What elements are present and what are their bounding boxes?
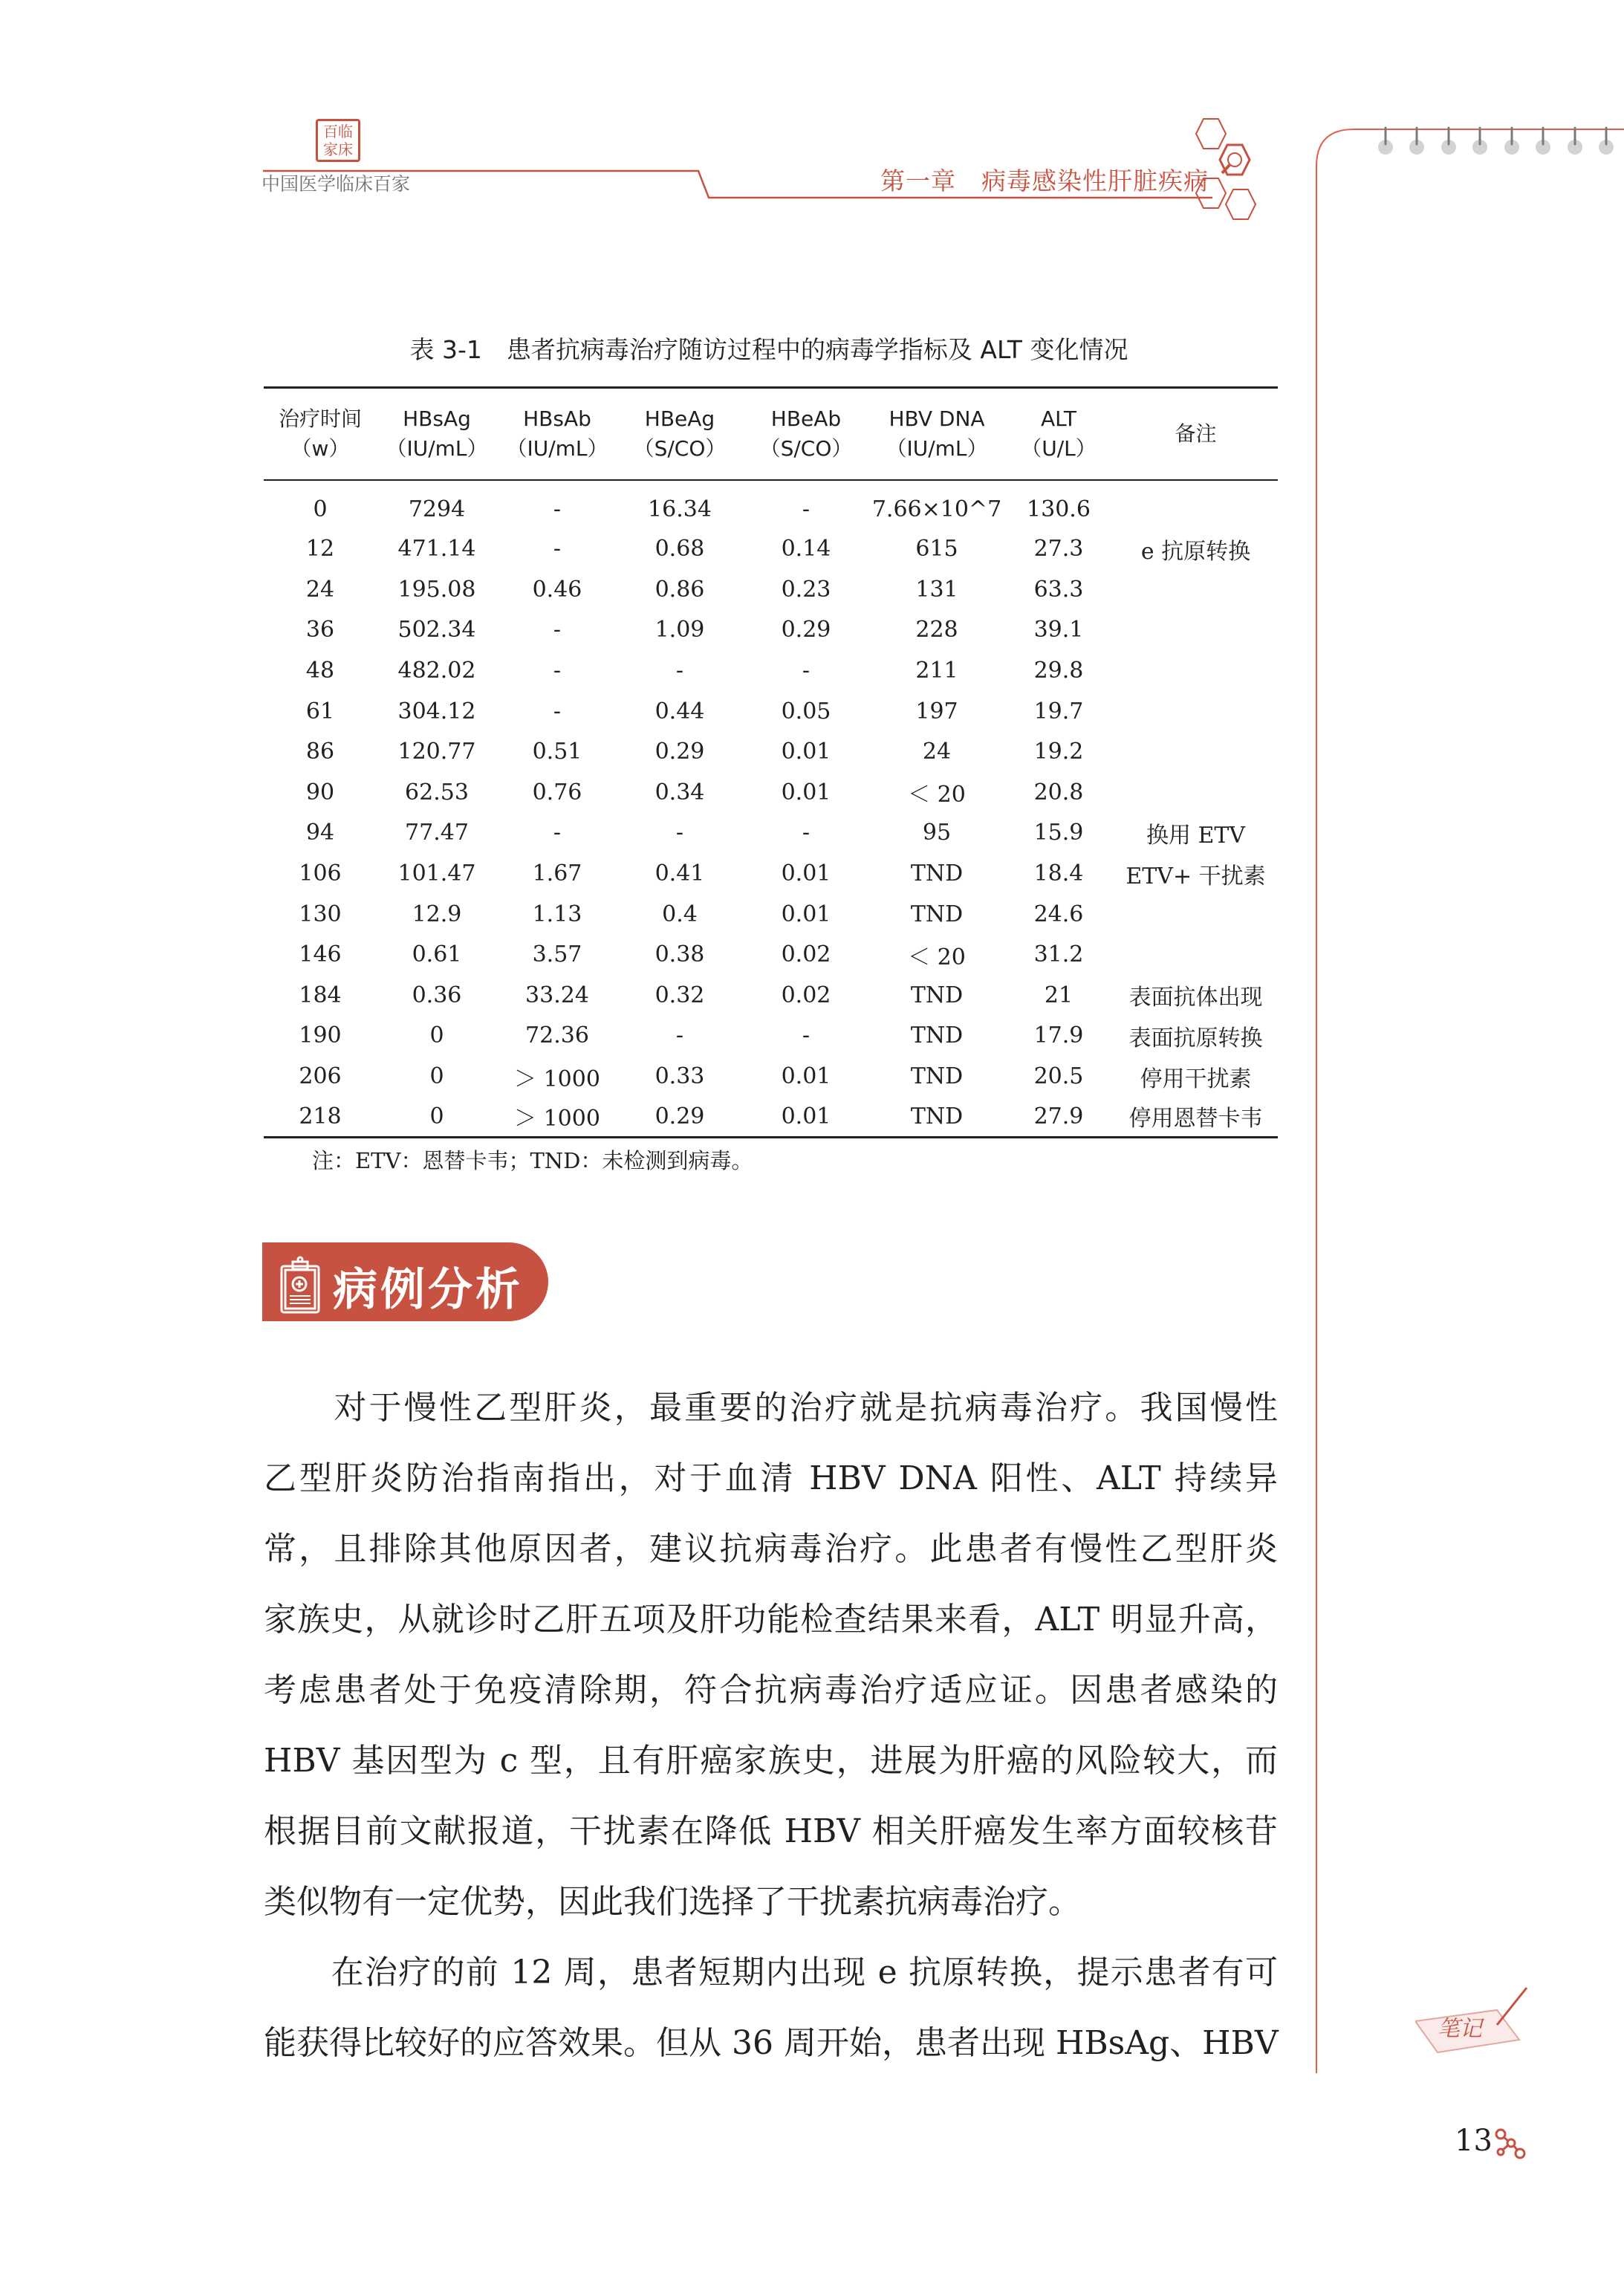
table-cell: - — [675, 1022, 684, 1049]
table-row — [264, 1016, 1278, 1057]
notes-panel — [1308, 111, 1624, 2073]
table-cell — [1114, 894, 1278, 935]
table-cell: - — [802, 496, 811, 522]
table-cell: - — [675, 658, 684, 684]
table-cell: ＞ 1000 — [514, 1106, 600, 1132]
table-cell: - — [553, 536, 562, 563]
hexagon-magnifier-icon — [1189, 115, 1285, 227]
table-cell: - — [553, 698, 562, 725]
table-cell: 换用 ETV — [1146, 822, 1246, 849]
table-cell: 29.8 — [1033, 658, 1084, 684]
table-cell: 0.33 — [655, 1063, 705, 1090]
table-row — [264, 853, 1278, 894]
table-cell: 39.1 — [1033, 617, 1084, 644]
column-header-name: HBV DNA — [889, 406, 985, 431]
clipboard-medical-icon — [279, 1256, 323, 1315]
body-text — [264, 1372, 1278, 2078]
table-cell — [1114, 650, 1278, 691]
publisher-seal-logo: 百临 家床 — [316, 119, 360, 162]
table-cell: 0.41 — [655, 860, 705, 887]
table-cell: 0.68 — [655, 536, 705, 563]
table-cell: 90 — [305, 779, 335, 805]
table-cell: 197 — [915, 698, 958, 725]
table-cell: 131 — [915, 576, 958, 603]
table-cell: 表面抗体出现 — [1128, 985, 1263, 1011]
table-row — [264, 1056, 1278, 1097]
column-header-name: 治疗时间 — [278, 406, 362, 431]
table-cell: 1.09 — [655, 617, 705, 644]
table-cell: - — [802, 820, 811, 846]
table-cell: 0 — [429, 1063, 444, 1090]
table-cell: 0.14 — [781, 536, 831, 563]
table-cell: 24 — [922, 739, 952, 765]
text-line: 在治疗的前 12 周，患者短期内出现 e 抗原转换，提示患者有可 — [264, 1954, 1278, 1991]
table-cell: 0.01 — [781, 1103, 831, 1129]
table-cell: 615 — [915, 536, 958, 563]
table-cell: 0.02 — [781, 982, 831, 1008]
table-row — [264, 813, 1278, 854]
table-cell: 61 — [305, 698, 335, 725]
table-cell — [1114, 772, 1278, 813]
table-cell: 27.9 — [1033, 1103, 1084, 1129]
column-header — [497, 388, 617, 480]
table-cell: 0.32 — [655, 982, 705, 1008]
table-cell: 146 — [299, 941, 342, 968]
table-cell — [1114, 569, 1278, 610]
table-cell: 停用恩替卡韦 — [1128, 1106, 1263, 1132]
table-cell: 16.34 — [648, 496, 712, 522]
table-cell: 101.47 — [397, 860, 476, 887]
table-cell — [1114, 691, 1278, 732]
data-table — [264, 386, 1278, 1138]
molecule-icon — [1493, 2127, 1527, 2161]
table-cell: 0 — [429, 1103, 444, 1129]
table-cell: 33.24 — [525, 982, 589, 1008]
table-cell: ＜ 20 — [908, 944, 966, 970]
table-cell: 0.36 — [412, 982, 462, 1008]
table-cell: 72.36 — [525, 1022, 589, 1049]
table-cell: 130 — [299, 901, 342, 927]
text-line: 考虑患者处于免疫清除期，符合抗病毒治疗适应证。因患者感染的 — [264, 1671, 1278, 1709]
table-cell: 482.02 — [397, 658, 476, 684]
text-line: 乙型肝炎防治指南指出，对于血清 HBV DNA 阳性、ALT 持续异 — [264, 1459, 1278, 1497]
table-cell: 20.5 — [1033, 1063, 1084, 1090]
table-cell: 20.8 — [1033, 779, 1084, 805]
table-cell: - — [553, 658, 562, 684]
table-cell: 0.01 — [781, 1063, 831, 1090]
table-cell: 0 — [429, 1022, 444, 1049]
table-cell: 0.51 — [532, 739, 582, 765]
table-row — [264, 975, 1278, 1016]
table-cell: 86 — [305, 739, 335, 765]
table-cell: ＜ 20 — [908, 782, 966, 808]
table-cell: TND — [910, 1103, 964, 1129]
table-cell — [1114, 731, 1278, 772]
table-cell: 1.13 — [532, 901, 582, 927]
table-cell: ETV+ 干扰素 — [1126, 863, 1266, 889]
column-header-unit: （S/CO） — [633, 435, 727, 461]
chapter-title: 第一章 病毒感染性肝脏疾病 — [880, 166, 1209, 195]
table-cell: 36 — [305, 617, 335, 644]
table-row — [264, 934, 1278, 975]
text-line: 类似物有一定优势，因此我们选择了干扰素抗病毒治疗。 — [264, 1883, 1081, 1921]
table-cell: 21 — [1044, 982, 1074, 1008]
table-cell: 24.6 — [1033, 901, 1084, 927]
table-cell: - — [553, 496, 562, 522]
table-cell: 15.9 — [1033, 820, 1084, 846]
table-cell — [1114, 480, 1278, 529]
text-line: HBV 基因型为 c 型，且有肝癌家族史，进展为肝癌的风险较大，而 — [264, 1742, 1278, 1780]
table-cell: 17.9 — [1033, 1022, 1084, 1049]
table-cell: 228 — [915, 617, 958, 644]
table-cell: TND — [910, 982, 964, 1008]
notes-label: 笔记 — [1438, 2016, 1482, 2042]
table-row — [264, 731, 1278, 772]
column-header — [377, 388, 497, 480]
table-cell: 24 — [305, 576, 335, 603]
table-cell — [1114, 610, 1278, 651]
table-cell: 19.7 — [1033, 698, 1084, 725]
text-line: 根据目前文献报道，干扰素在降低 HBV 相关肝癌发生率方面较核苷 — [264, 1812, 1278, 1850]
column-header — [742, 388, 870, 480]
table-cell: 31.2 — [1033, 941, 1084, 968]
table-note: 注：ETV：恩替卡韦；TND：未检测到病毒。 — [312, 1148, 753, 1173]
table-cell: 0.34 — [655, 779, 705, 805]
table-cell: 0.05 — [781, 698, 831, 725]
table-cell: 95 — [922, 820, 952, 846]
table-cell: 471.14 — [397, 536, 476, 563]
table-cell: 120.77 — [397, 739, 476, 765]
column-header-unit: （IU/mL） — [386, 435, 488, 461]
table-cell: 停用干扰素 — [1140, 1066, 1252, 1092]
table-row — [264, 480, 1278, 529]
column-header-name: ALT — [1040, 406, 1076, 431]
column-header-name: HBsAg — [403, 406, 471, 431]
column-header-name: HBeAb — [770, 406, 842, 431]
table-cell: 0.46 — [532, 576, 582, 603]
table-cell: 0.61 — [412, 941, 462, 968]
notes-pen-icon — [1415, 1984, 1534, 2058]
column-header-unit: （U/L） — [1021, 435, 1097, 461]
table-cell: 184 — [299, 982, 342, 1008]
text-line: 能获得比较好的应答效果。但从 36 周开始，患者出现 HBsAg、HBV — [264, 2024, 1279, 2062]
table-cell: 表面抗原转换 — [1128, 1025, 1263, 1051]
column-header — [1004, 388, 1114, 480]
table-cell: 0.29 — [781, 617, 831, 644]
page-number: 13 — [1455, 2124, 1493, 2158]
table-cell: 77.47 — [405, 820, 469, 846]
table-cell: 62.53 — [405, 779, 469, 805]
table-cell: 63.3 — [1033, 576, 1084, 603]
table-cell: 190 — [299, 1022, 342, 1049]
section-banner — [262, 1242, 548, 1321]
table-cell: 0.01 — [781, 901, 831, 927]
table-row — [264, 691, 1278, 732]
table-cell: TND — [910, 1063, 964, 1090]
table-cell: 0.23 — [781, 576, 831, 603]
table-header-row — [264, 388, 1278, 480]
table-cell: - — [802, 1022, 811, 1049]
publisher-name: 中国医学临床百家 — [262, 173, 411, 195]
table-row — [264, 610, 1278, 651]
table-title: 表 3-1 患者抗病毒治疗随访过程中的病毒学指标及 ALT 变化情况 — [409, 335, 1128, 364]
table-cell: 304.12 — [397, 698, 476, 725]
table-cell — [1114, 934, 1278, 975]
table-row — [264, 650, 1278, 691]
column-header — [870, 388, 1004, 480]
column-header-name: HBeAg — [644, 406, 715, 431]
table-cell: 7294 — [408, 496, 466, 522]
table-cell: 1.67 — [532, 860, 582, 887]
table-cell: 0.29 — [655, 739, 705, 765]
table-cell: e 抗原转换 — [1140, 538, 1251, 565]
table-cell: 48 — [305, 658, 335, 684]
table-cell: 0.38 — [655, 941, 705, 968]
table-cell: 0.44 — [655, 698, 705, 725]
table-cell: 0 — [313, 496, 328, 522]
table-cell: 27.3 — [1033, 536, 1084, 563]
column-header-unit: （IU/mL） — [886, 435, 988, 461]
table-cell: 218 — [299, 1103, 342, 1129]
column-header-unit: （w） — [290, 435, 350, 461]
table-cell: 0.01 — [781, 860, 831, 887]
table-cell: 502.34 — [397, 617, 476, 644]
table-cell: 211 — [915, 658, 958, 684]
text-line: 家族史，从就诊时乙肝五项及肝功能检查结果来看，ALT 明显升高， — [264, 1601, 1278, 1638]
column-header — [264, 388, 377, 480]
table-row — [264, 529, 1278, 570]
section-title: 病例分析 — [333, 1264, 523, 1316]
table-row — [264, 1097, 1278, 1138]
table-cell: 7.66×10^7 — [871, 496, 1002, 522]
table-cell: ＞ 1000 — [514, 1066, 600, 1092]
column-header-name: 备注 — [1175, 421, 1217, 446]
table-cell: 195.08 — [397, 576, 476, 603]
table-cell: 106 — [299, 860, 342, 887]
table-row — [264, 569, 1278, 610]
table-cell: 0.01 — [781, 779, 831, 805]
table-cell: 0.02 — [781, 941, 831, 968]
table-cell: 0.76 — [532, 779, 582, 805]
table-cell: - — [553, 820, 562, 846]
column-header — [1114, 388, 1278, 480]
table-cell: 130.6 — [1027, 496, 1091, 522]
table-cell: 206 — [299, 1063, 342, 1090]
table-row — [264, 894, 1278, 935]
table-cell: - — [675, 820, 684, 846]
table-cell: TND — [910, 1022, 964, 1049]
spiral-rings — [1378, 140, 1614, 155]
table-cell: 0.86 — [655, 576, 705, 603]
table-cell: 12.9 — [412, 901, 462, 927]
table-cell: 0.01 — [781, 739, 831, 765]
table-cell: 94 — [305, 820, 335, 846]
text-line: 对于慢性乙型肝炎，最重要的治疗就是抗病毒治疗。我国慢性 — [264, 1389, 1278, 1427]
column-header — [617, 388, 742, 480]
text-line: 常，且排除其他原因者，建议抗病毒治疗。此患者有慢性乙型肝炎 — [264, 1530, 1278, 1568]
table-cell: 3.57 — [532, 941, 582, 968]
table-cell: - — [553, 617, 562, 644]
table-cell: 0.4 — [662, 901, 698, 927]
table-cell: TND — [910, 901, 964, 927]
table-cell: TND — [910, 860, 964, 887]
column-header-name: HBsAb — [523, 406, 591, 431]
table-cell: 18.4 — [1033, 860, 1084, 887]
column-header-unit: （S/CO） — [759, 435, 853, 461]
column-header-unit: （IU/mL） — [506, 435, 608, 461]
table-row — [264, 772, 1278, 813]
table-cell: 0.29 — [655, 1103, 705, 1129]
table-cell: 12 — [305, 536, 335, 563]
table-cell: 19.2 — [1033, 739, 1084, 765]
table-cell: - — [802, 658, 811, 684]
